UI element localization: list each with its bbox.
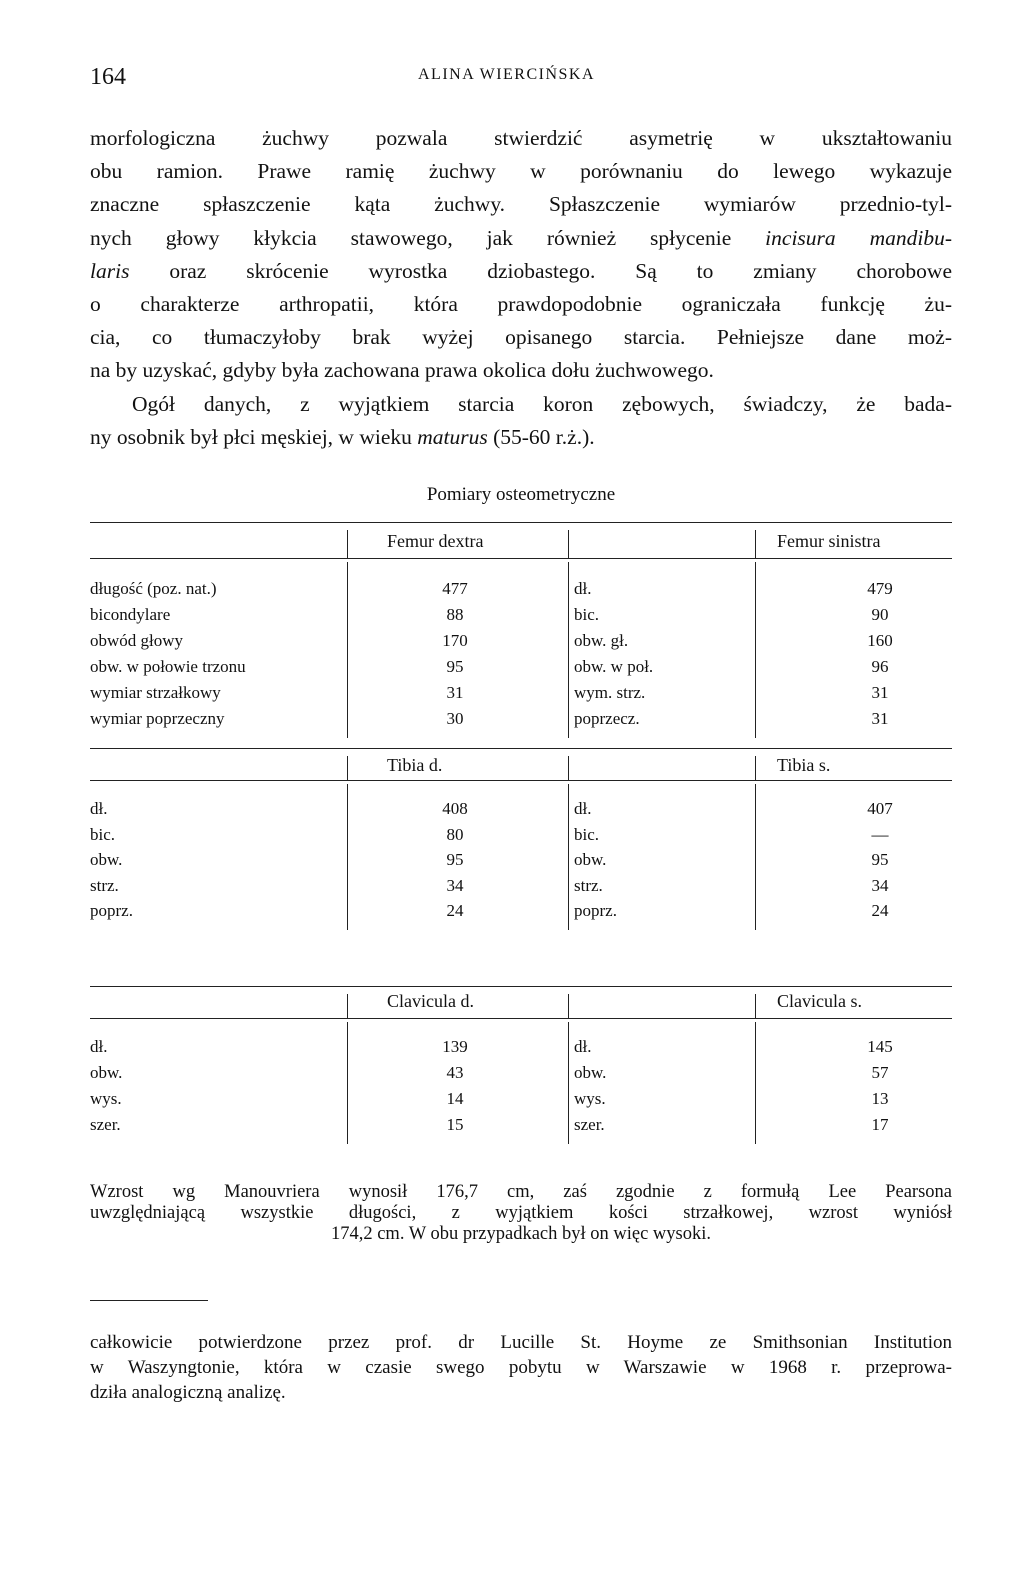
row-abbreviation: bic. <box>574 605 600 624</box>
row-label: obwód głowy <box>90 631 184 650</box>
left-value: 408 <box>442 799 468 818</box>
body-line <box>90 255 952 288</box>
table-header-divider <box>568 994 569 1018</box>
row-abbreviation: dł. <box>574 1037 592 1056</box>
table-top-rule <box>90 522 952 523</box>
italic-term: laris <box>90 258 130 283</box>
body-text-span: oraz skrócenie wyrostka dziobastego. Są to zmiany chorobowe <box>129 258 952 283</box>
right-value: 407 <box>867 799 893 818</box>
body-text-span: cia, co tłumaczyłoby brak wyżej opisanego starcia. Pełniejsze dane moż- <box>90 325 952 350</box>
row-abbreviation: strz. <box>574 875 603 895</box>
column-header-left: Tibia d. <box>387 755 443 775</box>
left-value: 170 <box>442 631 468 650</box>
row-abbreviation: poprzecz. <box>574 709 640 728</box>
table-column-divider <box>347 784 348 930</box>
table-header-divider <box>347 994 348 1018</box>
row-label: strz. <box>90 875 119 895</box>
femur-table <box>90 522 952 752</box>
body-line <box>90 222 952 255</box>
italic-term: incisura mandibu- <box>765 225 952 250</box>
column-header-left: Femur dextra <box>387 531 484 551</box>
table-top-rule <box>90 986 952 987</box>
right-value: 17 <box>871 1115 889 1134</box>
column-header-right: Tibia s. <box>777 755 831 775</box>
body-paragraph <box>90 122 952 454</box>
stature-line: Wzrost wg Manouvriera wynosił 176,7 cm, zaś zgodnie z formułą Lee Pearsona <box>90 1182 952 1202</box>
left-value: 95 <box>446 657 464 676</box>
body-line <box>90 155 952 188</box>
row-label: bicondylare <box>90 605 171 624</box>
body-text-span: o charakterze arthropatii, która prawdopodobnie ograniczała funkcję żu- <box>90 291 952 316</box>
table-header-divider <box>347 530 348 558</box>
body-text-span: (55-60 r.ż.). <box>487 424 595 449</box>
column-header-right: Clavicula s. <box>777 991 862 1011</box>
row-abbreviation: dł. <box>574 579 592 598</box>
stature-note <box>90 1182 952 1245</box>
table-header-divider <box>568 756 569 780</box>
table-header-divider <box>568 530 569 558</box>
row-abbreviation: obw. <box>574 850 607 869</box>
body-line <box>90 122 952 155</box>
right-value: 57 <box>871 1063 889 1082</box>
body-text-span: morfologiczna żuchwy pozwala stwierdzić asymetrię w ukształtowaniu <box>90 126 952 150</box>
italic-term: maturus <box>417 424 488 449</box>
right-value: 479 <box>867 579 893 598</box>
body-line <box>90 354 952 387</box>
row-label: długość (poz. nat.) <box>90 579 217 598</box>
left-value: 30 <box>446 709 464 728</box>
page-number: 164 <box>90 64 126 90</box>
body-text-span: ny osobnik był płci męskiej, w wieku <box>90 424 418 449</box>
table-header-rule <box>90 780 952 781</box>
body-line <box>90 188 952 221</box>
right-value: 34 <box>871 875 889 895</box>
right-value: 160 <box>867 631 893 650</box>
row-label: obw. w połowie trzonu <box>90 657 246 676</box>
table-column-divider <box>568 1022 569 1144</box>
row-label: wymiar strzałkowy <box>90 683 221 702</box>
running-head: ALINA WIERCIŃSKA <box>418 66 596 83</box>
left-value: 95 <box>446 850 464 869</box>
footnote <box>90 1330 952 1405</box>
table-header-divider <box>347 756 348 780</box>
left-value: 24 <box>446 901 464 920</box>
row-label: bic. <box>90 824 116 844</box>
footnote-line: całkowicie potwierdzone przez prof. dr Lucille St. Hoyme ze Smithsonian Institution <box>90 1332 952 1353</box>
table-column-divider <box>347 562 348 738</box>
row-abbreviation: obw. gł. <box>574 631 629 650</box>
body-text-span: nych głowy kłykcia stawowego, jak również spłycenie <box>90 225 766 250</box>
left-value: 34 <box>446 875 464 895</box>
stature-line: uwzględniającą wszystkie długości, z wyjątkiem kości strzałkowej, wzrost wyniósł <box>90 1203 952 1223</box>
body-line <box>90 421 952 454</box>
row-label: wymiar poprzeczny <box>90 709 225 728</box>
column-header-right: Femur sinistra <box>777 531 881 551</box>
right-value: 31 <box>871 683 889 702</box>
table-column-divider <box>568 784 569 930</box>
stature-line: 174,2 cm. W obu przypadkach był on więc wysoki. <box>330 1224 712 1244</box>
left-value: 15 <box>446 1115 464 1134</box>
row-abbreviation: wym. strz. <box>574 683 646 702</box>
row-abbreviation: obw. <box>574 1063 607 1082</box>
left-value: 88 <box>446 605 464 624</box>
tibia-table <box>90 748 952 944</box>
row-abbreviation: poprz. <box>574 901 617 920</box>
left-value: 31 <box>446 683 464 702</box>
right-value: 145 <box>867 1037 893 1056</box>
table-column-divider <box>347 1022 348 1144</box>
table-column-divider <box>755 1022 756 1144</box>
body-line <box>90 288 952 321</box>
body-line <box>90 388 952 421</box>
right-value: 96 <box>871 657 889 676</box>
row-abbreviation: bic. <box>574 824 600 844</box>
row-label: szer. <box>90 1115 121 1134</box>
right-value: 31 <box>871 709 889 728</box>
row-abbreviation: dł. <box>574 799 592 818</box>
table-header-divider <box>755 994 756 1018</box>
row-label: obw. <box>90 850 123 869</box>
footnote-line: w Waszyngtonie, która w czasie swego pobytu w Warszawie w 1968 r. przeprowa- <box>90 1357 952 1378</box>
body-line <box>90 321 952 354</box>
body-text-span: Ogół danych, z wyjątkiem starcia koron zębowych, świadczy, że bada- <box>132 391 952 416</box>
column-header-left: Clavicula d. <box>387 991 474 1011</box>
row-label: obw. <box>90 1063 123 1082</box>
right-value: 90 <box>871 605 889 624</box>
row-label: dł. <box>90 799 108 818</box>
table-header-rule <box>90 1018 952 1019</box>
body-text-span: znaczne spłaszczenie kąta żuchwy. Spłaszczenie wymiarów przednio-tyl- <box>90 192 952 217</box>
table-column-divider <box>568 562 569 738</box>
left-value: 43 <box>446 1063 464 1082</box>
right-value: 95 <box>871 850 889 869</box>
row-abbreviation: obw. w poł. <box>574 657 654 676</box>
table-header-rule <box>90 558 952 559</box>
table-header-divider <box>755 756 756 780</box>
row-abbreviation: wys. <box>574 1089 606 1108</box>
row-label: wys. <box>90 1089 122 1108</box>
body-text-span: na by uzyskać, gdyby była zachowana prawa okolica dołu żuchwowego. <box>90 358 714 383</box>
row-label: dł. <box>90 1037 108 1056</box>
right-value: 13 <box>871 1089 889 1108</box>
left-value: 80 <box>446 824 464 844</box>
left-value: 14 <box>446 1089 464 1108</box>
table-caption: Pomiary osteometryczne <box>426 484 616 505</box>
table-header-divider <box>755 530 756 558</box>
table-top-rule <box>90 748 952 749</box>
clavicula-table <box>90 986 952 1146</box>
left-value: 139 <box>442 1037 468 1056</box>
right-value: — <box>871 824 889 844</box>
table-column-divider <box>755 562 756 738</box>
left-value: 477 <box>442 579 468 598</box>
row-abbreviation: szer. <box>574 1115 605 1134</box>
body-text-span: obu ramion. Prawe ramię żuchwy w porównaniu do lewego wykazuje <box>90 159 952 184</box>
footnote-line: dziła analogiczną analizę. <box>90 1382 286 1403</box>
right-value: 24 <box>871 901 889 920</box>
row-label: poprz. <box>90 901 133 920</box>
table-column-divider <box>755 784 756 930</box>
footnote-rule <box>90 1300 208 1301</box>
